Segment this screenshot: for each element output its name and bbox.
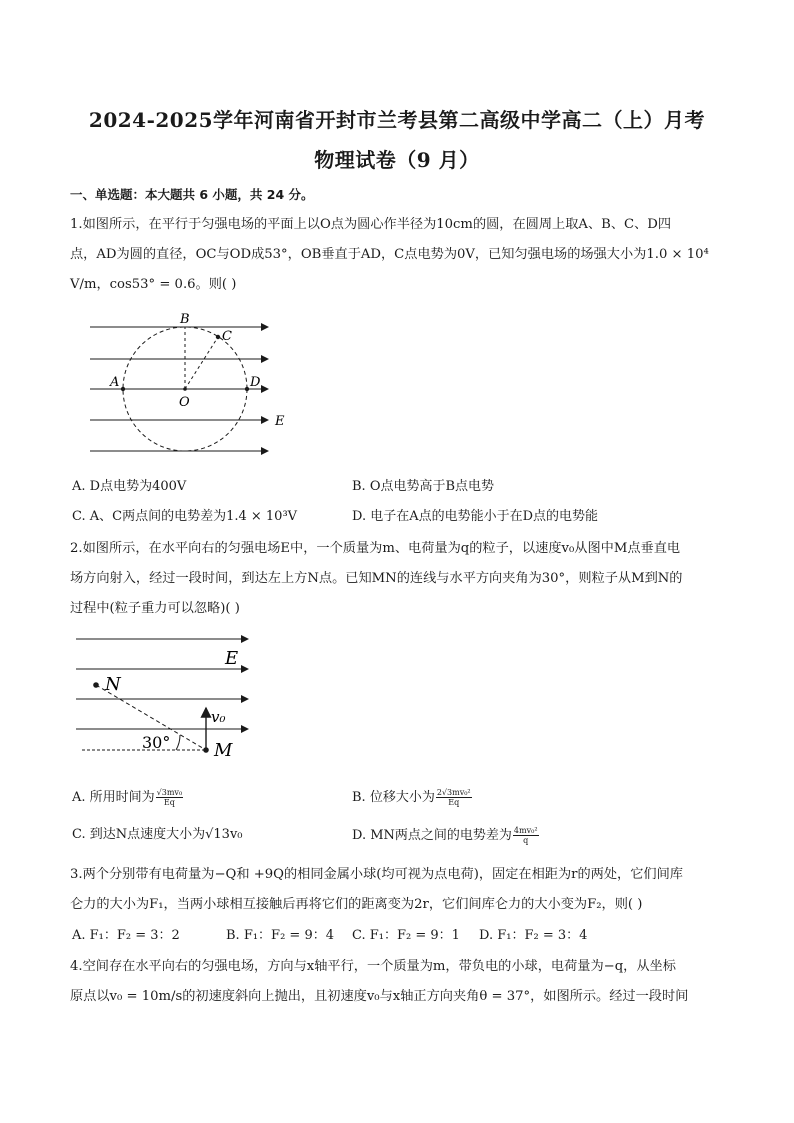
q1-option-c[interactable]: C. A、C两点间的电势差为1.4 × 10³V <box>72 509 298 524</box>
q1-option-d[interactable]: D. 电子在A点的电势能小于在D点的电势能 <box>352 509 599 524</box>
q2-option-d-prefix: D. MN两点之间的电势差为 <box>352 828 512 843</box>
label-A: A <box>110 375 120 390</box>
segment-OC <box>185 337 218 389</box>
q2-option-b[interactable] <box>352 788 473 807</box>
q2-option-c[interactable] <box>72 826 243 844</box>
section-heading: 一、单选题：本大题共 6 小题，共 24 分。 <box>70 187 314 202</box>
q1-text-line3: V/m，cos53° = 0.6。则( ) <box>70 277 237 292</box>
label-C: C <box>222 329 232 344</box>
label-B: B <box>180 312 190 327</box>
label-O: O <box>179 395 190 410</box>
fraction-denominator: q <box>523 836 529 845</box>
q3-option-c[interactable]: C. F₁：F₂ = 9：1 <box>352 928 460 943</box>
q2-option-c-value: √13v₀ <box>205 827 243 842</box>
point-N <box>93 682 99 688</box>
q2-option-d-fraction <box>513 826 539 845</box>
q1-figure <box>84 308 294 460</box>
q1-option-b[interactable]: B. O点电势高于B点电势 <box>352 479 495 494</box>
q1-text-line1: 1.如图所示，在平行于匀强电场的平面上以O点为圆心作半径为10cm的圆，在圆周上取A、B、C、D四 <box>70 217 672 232</box>
q2-option-a[interactable] <box>72 788 184 807</box>
fraction-numerator: √3mv₀ <box>156 788 183 797</box>
q3-text-line2: 仑力的大小为F₁，当两小球相互接触后再将它们的距离变为2r，它们间库仑力的大小变为F₂，则( ) <box>70 897 643 912</box>
q2-text-line2: 场方向射入，经过一段时间，到达左上方N点。已知MN的连线与水平方向夹角为30°，则粒子从M到N的 <box>70 571 683 586</box>
q3-option-d[interactable]: D. F₁：F₂ = 3：4 <box>479 928 588 943</box>
q2-text-line3: 过程中(粒子重力可以忽略)( ) <box>70 601 240 616</box>
point-C <box>216 335 220 339</box>
label-v0: v₀ <box>211 708 226 726</box>
q2-option-b-prefix: B. 位移大小为 <box>352 790 435 805</box>
fraction-numerator: 2√3mv₀² <box>436 788 471 797</box>
angle-arc <box>176 735 180 750</box>
point-O <box>183 387 187 391</box>
exam-title-line1: 2024-2025学年河南省开封市兰考县第二高级中学高二（上）月考 <box>88 108 706 132</box>
q2-option-b-fraction <box>436 788 472 807</box>
q1-text-line2: 点，AD为圆的直径，OC与OD成53°，OB垂直于AD，C点电势为0V，已知匀强电场的场强大小为1.0 × 10⁴ <box>70 247 709 262</box>
point-A <box>121 387 125 391</box>
point-D <box>245 387 249 391</box>
fraction-denominator: Eq <box>448 798 460 807</box>
q2-option-d[interactable] <box>352 826 540 845</box>
q3-option-b[interactable]: B. F₁：F₂ = 9：4 <box>226 928 334 943</box>
label-angle: 30° <box>142 733 171 752</box>
label-M: M <box>214 740 233 761</box>
point-M <box>203 747 209 753</box>
q2-option-a-fraction <box>156 788 184 807</box>
q2-option-c-prefix: C. 到达N点速度大小为 <box>72 827 206 842</box>
q1-option-a[interactable]: A. D点电势为400V <box>72 479 187 494</box>
fraction-numerator: 4mv₀² <box>513 826 538 835</box>
label-D: D <box>250 375 261 390</box>
label-E: E <box>225 648 239 669</box>
q2-text-line1: 2.如图所示，在水平向右的匀强电场E中，一个质量为m、电荷量为q的粒子，以速度v₀从图中M点垂直电 <box>70 541 681 556</box>
q3-option-a[interactable]: A. F₁：F₂ = 3：2 <box>72 928 180 943</box>
q2-option-a-prefix: A. 所用时间为 <box>72 790 155 805</box>
q4-text-line2: 原点以v₀ = 10m/s的初速度斜向上抛出，且初速度v₀与x轴正方向夹角θ = 37°，如图所示。经过一段时间 <box>70 989 689 1004</box>
q3-text-line1: 3.两个分别带有电荷量为−Q和 +9Q的相同金属小球(均可视为点电荷)，固定在相距为r的两处，它们间库 <box>70 867 683 882</box>
q2-figure <box>72 628 262 764</box>
q4-text-line1: 4.空间存在水平向右的匀强电场，方向与x轴平行，一个质量为m，带负电的小球，电荷量为−q，从坐标 <box>70 959 676 974</box>
label-E: E <box>275 414 285 429</box>
label-N: N <box>105 674 121 695</box>
fraction-denominator: Eq <box>163 798 175 807</box>
exam-title-line2: 物理试卷（9 月） <box>314 148 480 172</box>
